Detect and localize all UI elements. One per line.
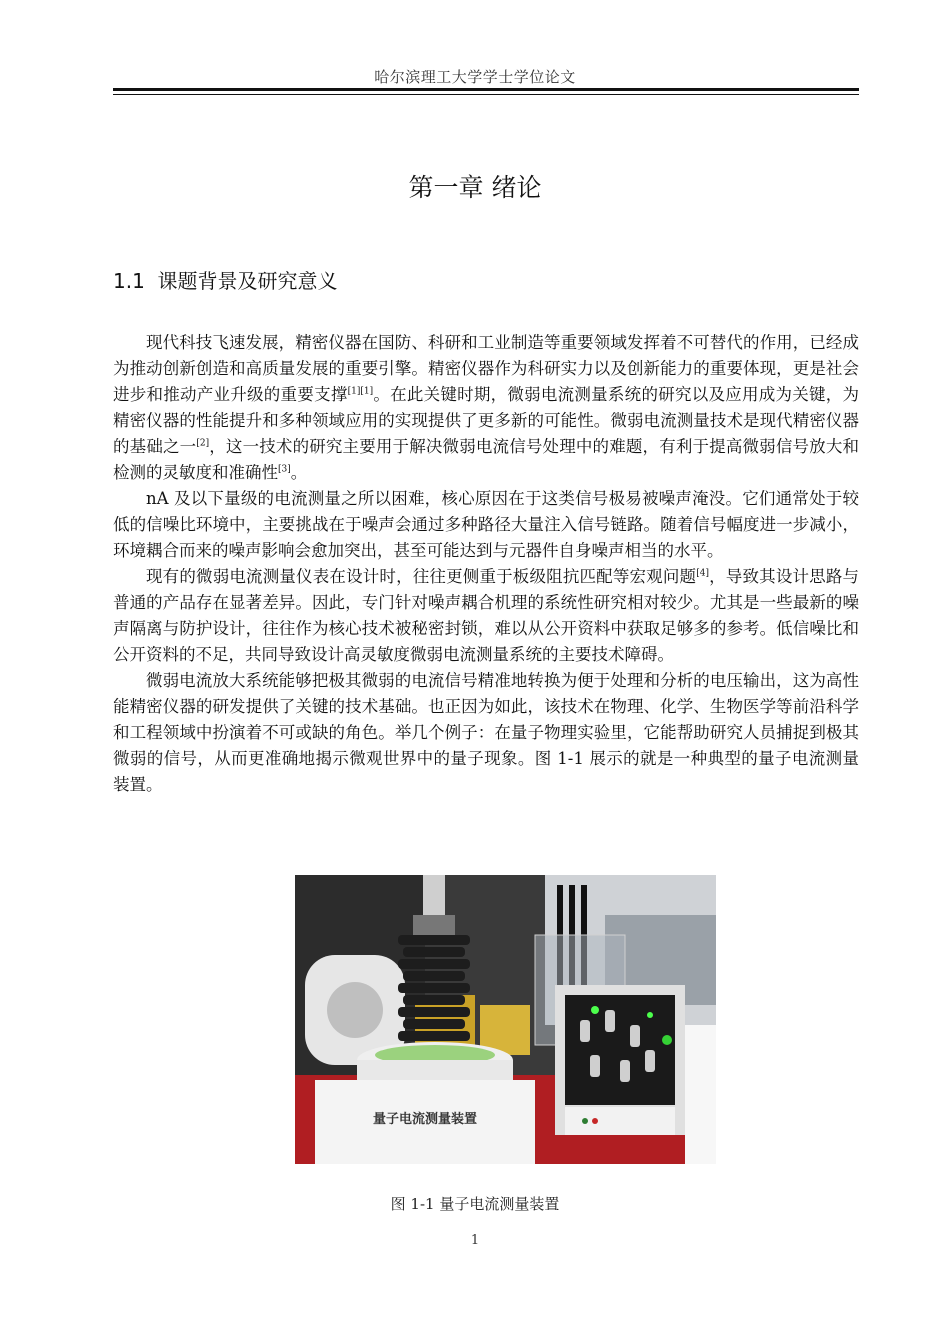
- section-title: 课题背景及研究意义: [157, 269, 338, 293]
- paragraph-4: 微弱电流放大系统能够把极其微弱的电流信号精准地转换为便于处理和分析的电压输出，这为高性能精密仪器的研发提供了关键的技术基础。也正因为如此，该技术在物理、化学、生物医学等前沿科学和工程领域中扮演着不可或缺的角色。举几个例子：在量子物理实验里，它能帮助研究人员捕捉到极其微弱的信号，从而更准确地揭示微观世界中的量子现象。图 1-1 展示的就是一种典型的量子电流测量装置。: [113, 671, 859, 794]
- citation: [4]: [696, 568, 709, 579]
- device-sign: 量子电流测量装置: [372, 1112, 478, 1127]
- section-heading: [113, 265, 338, 294]
- section-number: 1.1: [113, 269, 145, 293]
- chapter-title: 第一章 绪论: [408, 173, 542, 202]
- figure-photo: [295, 875, 716, 1164]
- citation: [3]: [278, 464, 291, 475]
- body-text: [113, 330, 859, 798]
- citation: [2]: [196, 438, 210, 449]
- figure-caption: 图 1-1 量子电流测量装置: [390, 1195, 560, 1213]
- paragraph-3: 现有的微弱电流测量仪表在设计时，往往更侧重于板级阻抗匹配等宏观问题[4]，导致其设计思路与普通的产品存在显著差异。因此，专门针对噪声耦合机理的系统性研究相对较少。尤其是一些最新的噪声隔离与防护设计，往往作为核心技术被秘密封锁，难以从公开资料中获取足够多的参考。低信噪比和公开资料的不足，共同导致设计高灵敏度微弱电流测量系统的主要技术障碍。: [113, 567, 860, 664]
- paragraph-1: 现代科技飞速发展，精密仪器在国防、科研和工业制造等重要领域发挥着不可替代的作用，已经成为推动创新创造和高质量发展的重要引擎。精密仪器作为科研实力以及创新能力的重要体现，更是社会进步和推动产业升级的重要支撑[1][1]。在此关键时期，微弱电流测量系统的研究以及应用成为关键，为精密仪器的性能提升和多种领域应用的实现提供了更多新的可能性。微弱电流测量技术是现代精密仪器的基础之一[2]，这一技术的研究主要用于解决微弱电流信号处理中的难题，有利于提高微弱信号放大和检测的灵敏度和准确性[3]。: [113, 333, 860, 482]
- running-header: 哈尔滨理工大学学士学位论文: [374, 68, 576, 86]
- header-rule-thin: [113, 94, 859, 95]
- page-number: 1: [470, 1233, 480, 1248]
- quantum-device-illustration: [295, 875, 716, 1164]
- paragraph-2: nA 及以下量级的电流测量之所以困难，核心原因在于这类信号极易被噪声淹没。它们通常处于较低的信噪比环境中，主要挑战在于噪声会通过多种路径大量注入信号链路。随着信号幅度进一步减小，环境耦合而来的噪声影响会愈加突出，甚至可能达到与元器件自身噪声相当的水平。: [113, 489, 859, 560]
- header-rule-thick: [113, 88, 859, 91]
- citation: [1][1]: [347, 386, 374, 397]
